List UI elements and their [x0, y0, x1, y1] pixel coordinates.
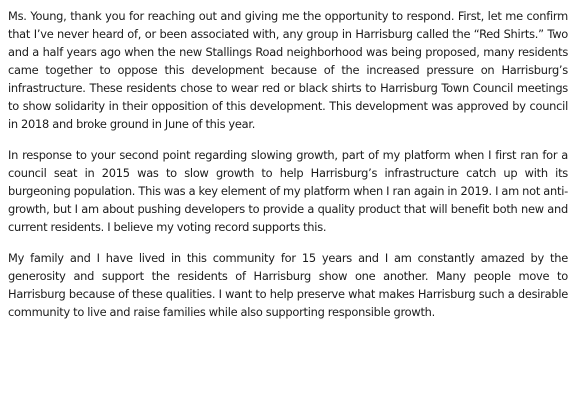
paragraph-slowing-growth: In response to your second point regarding slowing growth, part of my platform when I first ran for a council seat in 2015 was to slow growth to help Harrisburg’s infrastructure catch up with its burgeoning population. This was a key element of my platform when I ran again in 2019. I am not anti-growth, but I am about pushing developers to provide a quality product that will benefit both new and current residents. I believe my voting record supports this. [8, 148, 568, 234]
paragraph-community: My family and I have lived in this community for 15 years and I am constantly amazed by the generosity and support the residents of Harrisburg show one another. Many people move to Harrisburg because of these qualities. I want to help preserve what makes Harrisburg such a desirable community to live and raise families while also supporting responsible growth. [8, 251, 568, 319]
paragraph-response-intro: Ms. Young, thank you for reaching out and giving me the opportunity to respond. First, let me confirm that I’ve never heard of, or been associated with, any group in Harrisburg called the “Red Shirts.” Two and a half years ago when the new Stallings Road neighborhood was being proposed, many residents came together to oppose this development because of the increased pressure on Harrisburg’s infrastructure. These residents chose to wear red or black shirts to Harrisburg Town Council meetings to show solidarity in their opposition of this development. This development was approved by council in 2018 and broke ground in June of this year. [8, 9, 568, 131]
document-body [8, 7, 568, 334]
